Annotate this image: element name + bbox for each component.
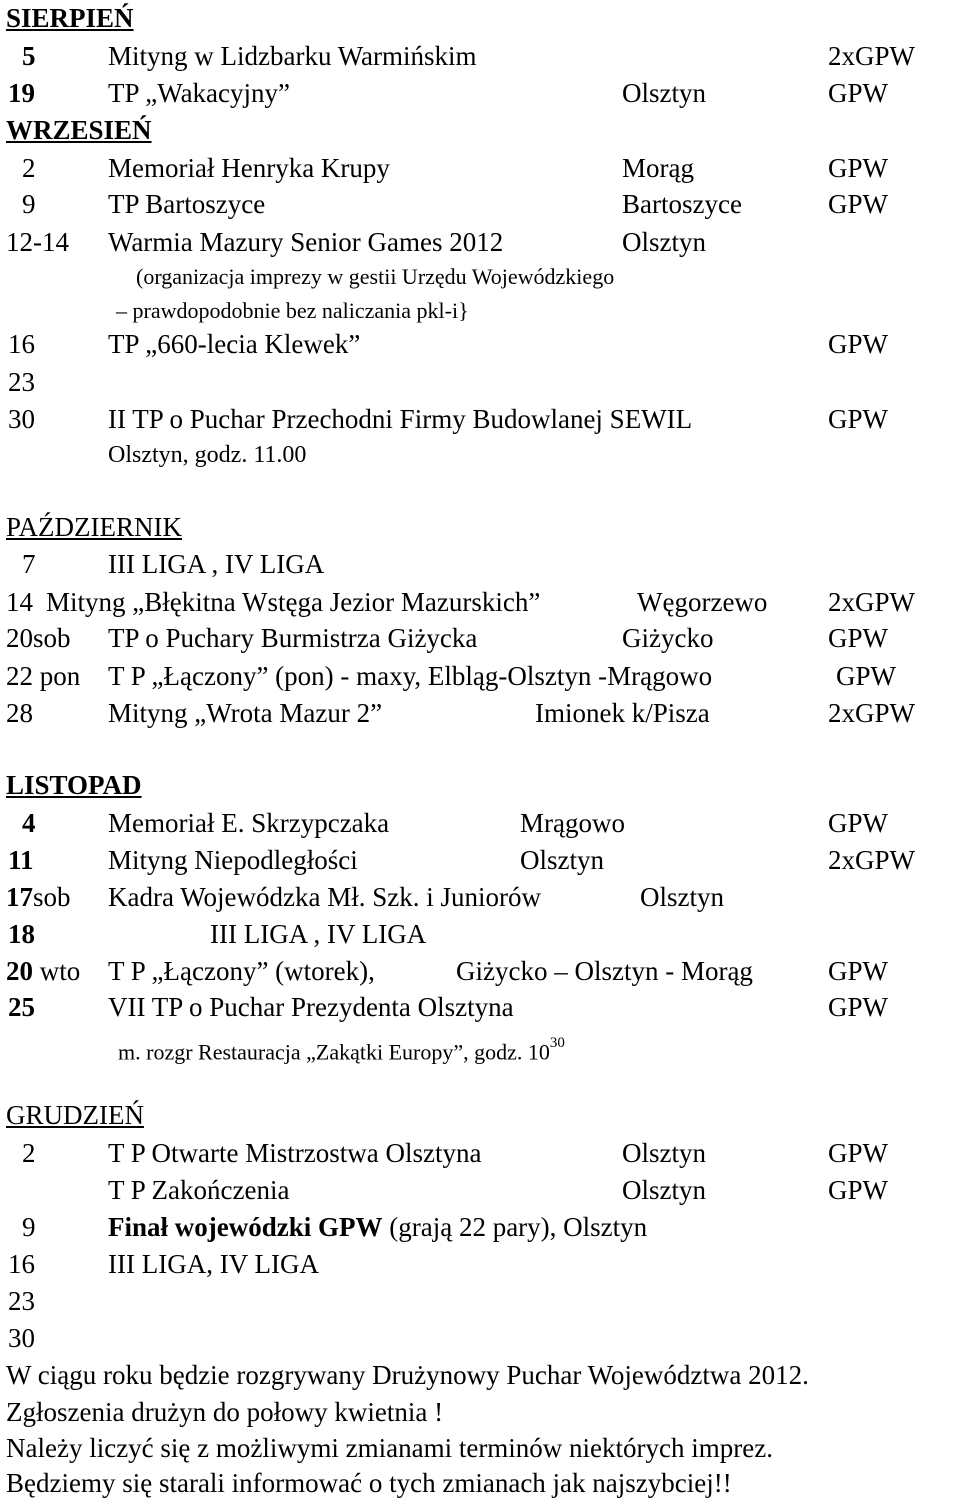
event: T P Zakończenia: [108, 1175, 290, 1205]
note-text: m. rozgr Restauracja „Zakątki Europy”, godz. 10: [118, 1039, 550, 1065]
event: TP „660-lecia Klewek”: [108, 329, 361, 359]
score: GPW: [828, 956, 888, 986]
score: 2xGPW: [828, 845, 915, 875]
day: 11: [8, 845, 34, 875]
event: III LIGA, IV LIGA: [108, 1249, 319, 1279]
event: T P „Łączony” (pon) - maxy, Elbląg-Olsztyn -Mrągowo: [108, 661, 713, 691]
score: GPW: [836, 661, 896, 691]
note: [118, 1032, 565, 1067]
event: TP o Puchary Burmistrza Giżycka: [108, 623, 478, 653]
day: 2: [22, 1138, 36, 1168]
event: Mityng „Błękitna Wstęga Jezior Mazurskich”: [46, 587, 541, 617]
note-superscript: 30: [549, 1035, 565, 1051]
heading-november: LISTOPAD: [6, 770, 142, 800]
day-suffix: wto: [39, 956, 81, 986]
day: 5: [22, 41, 36, 71]
event: TP „Wakacyjny”: [108, 78, 290, 108]
day: 9: [22, 189, 36, 219]
event: Memoriał Henryka Krupy: [108, 153, 390, 183]
place: Olsztyn: [622, 1175, 706, 1205]
event: TP Bartoszyce: [108, 189, 266, 219]
day: 16: [8, 1249, 35, 1279]
heading-august: SIERPIEŃ: [6, 3, 134, 33]
score: 2xGPW: [828, 41, 915, 71]
score: GPW: [828, 404, 888, 434]
note: – prawdopodobnie bez naliczania pkl-i}: [116, 298, 469, 323]
event: [108, 1212, 647, 1242]
day: 9: [22, 1212, 36, 1242]
event: T P „Łączony” (wtorek),: [108, 956, 375, 986]
event: Kadra Wojewódzka Mł. Szk. i Juniorów: [108, 882, 542, 912]
day-number: 17: [6, 882, 33, 912]
day: 30: [8, 1323, 35, 1353]
day: 18: [8, 919, 35, 949]
place: Węgorzewo: [637, 587, 768, 617]
day-number: 20: [6, 956, 33, 986]
place: Olsztyn: [622, 227, 706, 257]
score: GPW: [828, 992, 888, 1022]
event: Mityng „Wrota Mazur 2”: [108, 698, 383, 728]
event: III LIGA , IV LIGA: [210, 919, 427, 949]
heading-september: WRZESIEŃ: [6, 115, 152, 145]
day: 4: [22, 808, 36, 838]
day: 7: [22, 549, 36, 579]
place: Giżycko: [622, 623, 714, 653]
note: (organizacja imprezy w gestii Urzędu Wojewódzkiego: [136, 264, 615, 289]
event: Mityng w Lidzbarku Warmińskim: [108, 41, 477, 71]
score: GPW: [828, 808, 888, 838]
place: Olsztyn: [640, 882, 724, 912]
event: VII TP o Puchar Prezydenta Olsztyna: [108, 992, 514, 1022]
place: Olsztyn: [520, 845, 604, 875]
day: 28: [6, 698, 33, 728]
heading-december: GRUDZIEŃ: [6, 1100, 144, 1130]
score: 2xGPW: [828, 698, 915, 728]
day: 23: [8, 367, 35, 397]
score: GPW: [828, 1175, 888, 1205]
event-bold: Finał wojewódzki GPW: [108, 1212, 383, 1242]
score: 2xGPW: [828, 587, 915, 617]
score: GPW: [828, 1138, 888, 1168]
day: 12-14: [6, 227, 69, 257]
place: Mrągowo: [520, 808, 625, 838]
day: [6, 956, 80, 986]
place: Bartoszyce: [622, 189, 742, 219]
day: 25: [8, 992, 35, 1022]
score: GPW: [828, 78, 888, 108]
place: Imionek k/Pisza: [535, 698, 710, 728]
day: 20sob: [6, 623, 71, 653]
event: Mityng Niepodległości: [108, 845, 358, 875]
event: III LIGA , IV LIGA: [108, 549, 325, 579]
day: 23: [8, 1286, 35, 1316]
footer-line: Będziemy się starali informować o tych zmianach jak najszybciej!!: [6, 1468, 732, 1498]
day: 19: [8, 78, 35, 108]
day: 14: [6, 587, 33, 617]
day: 16: [8, 329, 35, 359]
score: GPW: [828, 329, 888, 359]
note: Olsztyn, godz. 11.00: [108, 442, 307, 468]
footer-line: W ciągu roku będzie rozgrywany Drużynowy Puchar Województwa 2012.: [6, 1360, 809, 1390]
day-suffix: sob: [33, 882, 71, 912]
event: T P Otwarte Mistrzostwa Olsztyna: [108, 1138, 482, 1168]
event: Memoriał E. Skrzypczaka: [108, 808, 390, 838]
day: [6, 882, 71, 912]
event: Warmia Mazury Senior Games 2012: [108, 227, 504, 257]
event: II TP o Puchar Przechodni Firmy Budowlanej SEWIL: [108, 404, 693, 434]
place: Olsztyn: [622, 1138, 706, 1168]
heading-october: PAŹDZIERNIK: [6, 512, 183, 542]
place: Morąg: [622, 153, 694, 183]
day: 22 pon: [6, 661, 81, 691]
score: GPW: [828, 623, 888, 653]
score: GPW: [828, 153, 888, 183]
place: Giżycko – Olsztyn - Morąg: [456, 956, 753, 986]
day: 2: [22, 153, 36, 183]
place: Olsztyn: [622, 78, 706, 108]
event-rest: (grają 22 pary), Olsztyn: [382, 1212, 648, 1242]
footer-line: Należy liczyć się z możliwymi zmianami terminów niektórych imprez.: [6, 1433, 773, 1463]
footer-line: Zgłoszenia drużyn do połowy kwietnia !: [6, 1397, 444, 1427]
day: 30: [8, 404, 35, 434]
score: GPW: [828, 189, 888, 219]
